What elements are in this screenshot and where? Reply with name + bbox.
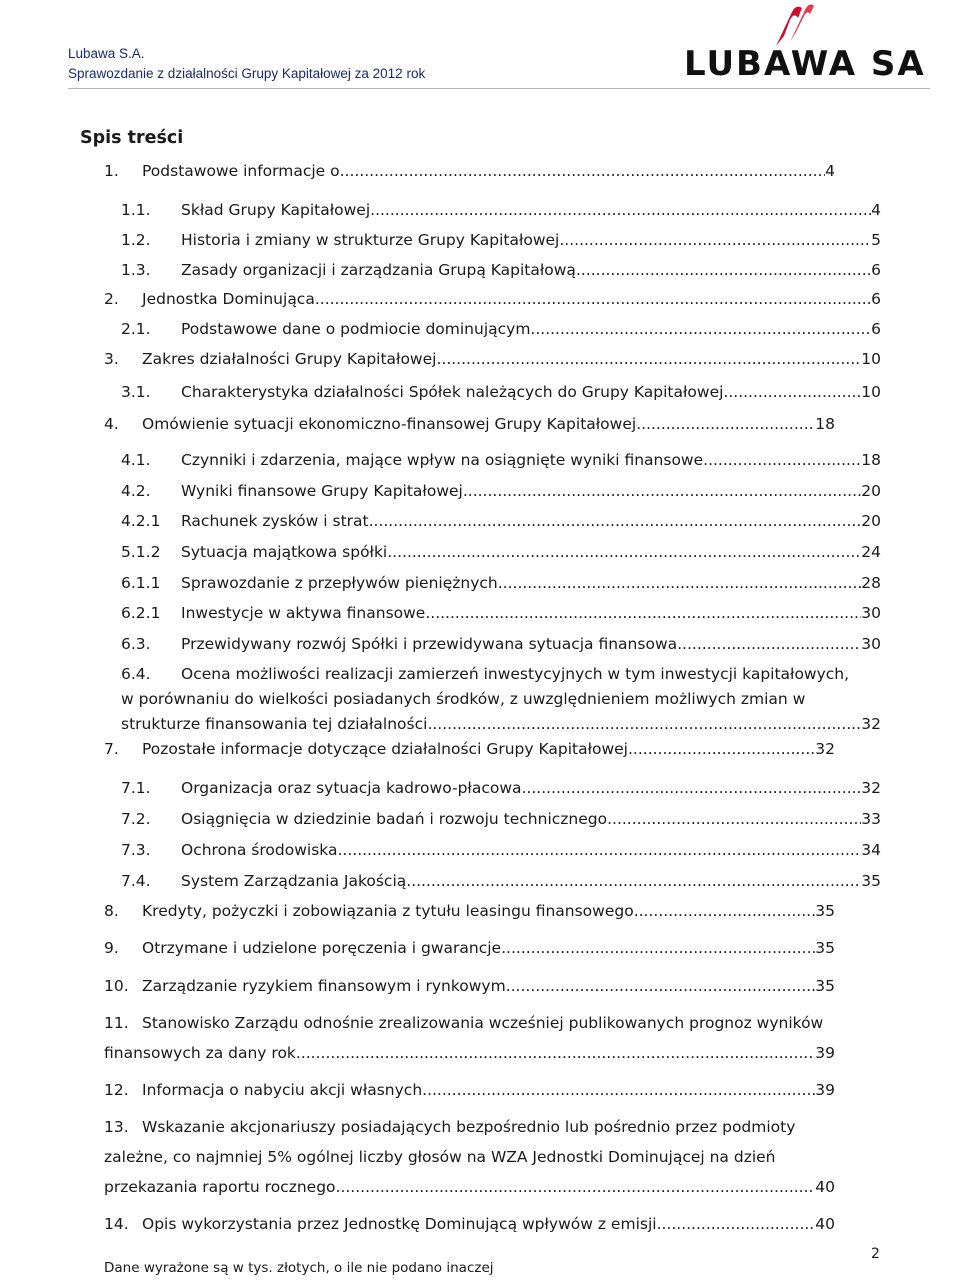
- toc-entry-multiline[interactable]: 6.4. Ocena możliwości realizacji zamierzeń inwestycyjnych w tym inwestycji kapitałowych, w porównaniu do wielkości posiadanych środków, z uwzględnieniem możliwych zmian w strukturze finansowania tej działalności ..... 32: [121, 662, 881, 737]
- logo-mark-icon: [726, 2, 836, 48]
- toc-entry[interactable]: 7.1. Organizacja oraz sytuacja kadrowo-płacowa ..... 32: [121, 777, 881, 799]
- toc-entry[interactable]: 10. Zarządzanie ryzykiem finansowym i rynkowym ..... 35: [104, 975, 835, 997]
- toc-entry[interactable]: 1. Podstawowe informacje o ..... 4: [104, 160, 835, 182]
- toc-entry[interactable]: 14. Opis wykorzystania przez Jednostkę Dominującą wpływów z emisji ..... 40: [104, 1213, 835, 1235]
- toc-entry[interactable]: 1.2. Historia i zmiany w strukturze Grupy Kapitałowej ..... 5: [121, 229, 881, 251]
- toc-entry[interactable]: 8. Kredyty, pożyczki i zobowiązania z tytułu leasingu finansowego ..... 35: [104, 900, 835, 922]
- toc-entry[interactable]: 5.1.2 Sytuacja majątkowa spółki ..... 24: [121, 541, 881, 563]
- toc-entry-continuation: zależne, co najmniej 5% ogólnej liczby głosów na WZA Jednostki Dominującej na dzień: [104, 1148, 776, 1166]
- toc-entry[interactable]: 7.4. System Zarządzania Jakością ..... 35: [121, 870, 881, 892]
- toc-entry[interactable]: 9. Otrzymane i udzielone poręczenia i gwarancje ..... 35: [104, 937, 835, 959]
- header-company: Lubawa S.A.: [68, 46, 145, 61]
- toc-entry[interactable]: 7.3. Ochrona środowiska ..... 34: [121, 839, 881, 861]
- page-number: 2: [871, 1246, 880, 1262]
- company-logo: [684, 2, 934, 84]
- toc-title: Spis treści: [80, 128, 184, 148]
- logo-text: LUBAWA SA: [684, 44, 926, 84]
- toc-entry[interactable]: 3.1. Charakterystyka działalności Spółek należących do Grupy Kapitałowej ..... 10: [121, 381, 881, 403]
- toc-entry[interactable]: 4.2.1 Rachunek zysków i strat ..... 20: [121, 510, 881, 532]
- footer-note: Dane wyrażone są w tys. złotych, o ile nie podano inaczej: [104, 1260, 494, 1276]
- toc-entry-continuation[interactable]: przekazania raportu rocznego ..... 40: [104, 1176, 835, 1198]
- toc-entry-multiline[interactable]: 11. Stanowisko Zarządu odnośnie zrealizowania wcześniej publikowanych prognoz wyników: [104, 1014, 824, 1032]
- toc-entry[interactable]: 12. Informacja o nabyciu akcji własnych ..... 39: [104, 1079, 835, 1101]
- toc-entry[interactable]: 4. Omówienie sytuacji ekonomiczno-finansowej Grupy Kapitałowej ..... 18: [104, 413, 835, 435]
- header-divider: [68, 88, 930, 89]
- toc-entry[interactable]: 6.1.1 Sprawozdanie z przepływów pieniężnych ..... 28: [121, 572, 881, 594]
- toc-entry[interactable]: 4.2. Wyniki finansowe Grupy Kapitałowej ..... 20: [121, 480, 881, 502]
- toc-entry[interactable]: 6.2.1 Inwestycje w aktywa finansowe ..... 30: [121, 602, 881, 624]
- toc-entry-continuation[interactable]: finansowych za dany rok ..... 39: [104, 1042, 835, 1064]
- toc-entry[interactable]: 2. Jednostka Dominująca ..... 6: [104, 288, 881, 310]
- header-subtitle: Sprawozdanie z działalności Grupy Kapitałowej za 2012 rok: [68, 66, 426, 81]
- toc-entry-multiline[interactable]: 13. Wskazanie akcjonariuszy posiadających bezpośrednio lub pośrednio przez podmioty: [104, 1118, 796, 1136]
- toc-entry[interactable]: 6.3. Przewidywany rozwój Spółki i przewidywana sytuacja finansowa ..... 30: [121, 633, 881, 655]
- toc-entry[interactable]: 2.1. Podstawowe dane o podmiocie dominującym ..... 6: [121, 318, 881, 340]
- toc-entry[interactable]: 1.1. Skład Grupy Kapitałowej ..... 4: [121, 199, 881, 221]
- toc-entry[interactable]: 1.3. Zasady organizacji i zarządzania Grupą Kapitałową ..... 6: [121, 259, 881, 281]
- toc-entry[interactable]: 7.2. Osiągnięcia w dziedzinie badań i rozwoju technicznego ..... 33: [121, 808, 881, 830]
- toc-entry[interactable]: 7. Pozostałe informacje dotyczące działalności Grupy Kapitałowej ..... 32: [104, 738, 835, 760]
- toc-entry[interactable]: 3. Zakres działalności Grupy Kapitałowej ..... 10: [104, 348, 881, 370]
- toc-entry[interactable]: 4.1. Czynniki i zdarzenia, mające wpływ na osiągnięte wyniki finansowe ..... 18: [121, 449, 881, 471]
